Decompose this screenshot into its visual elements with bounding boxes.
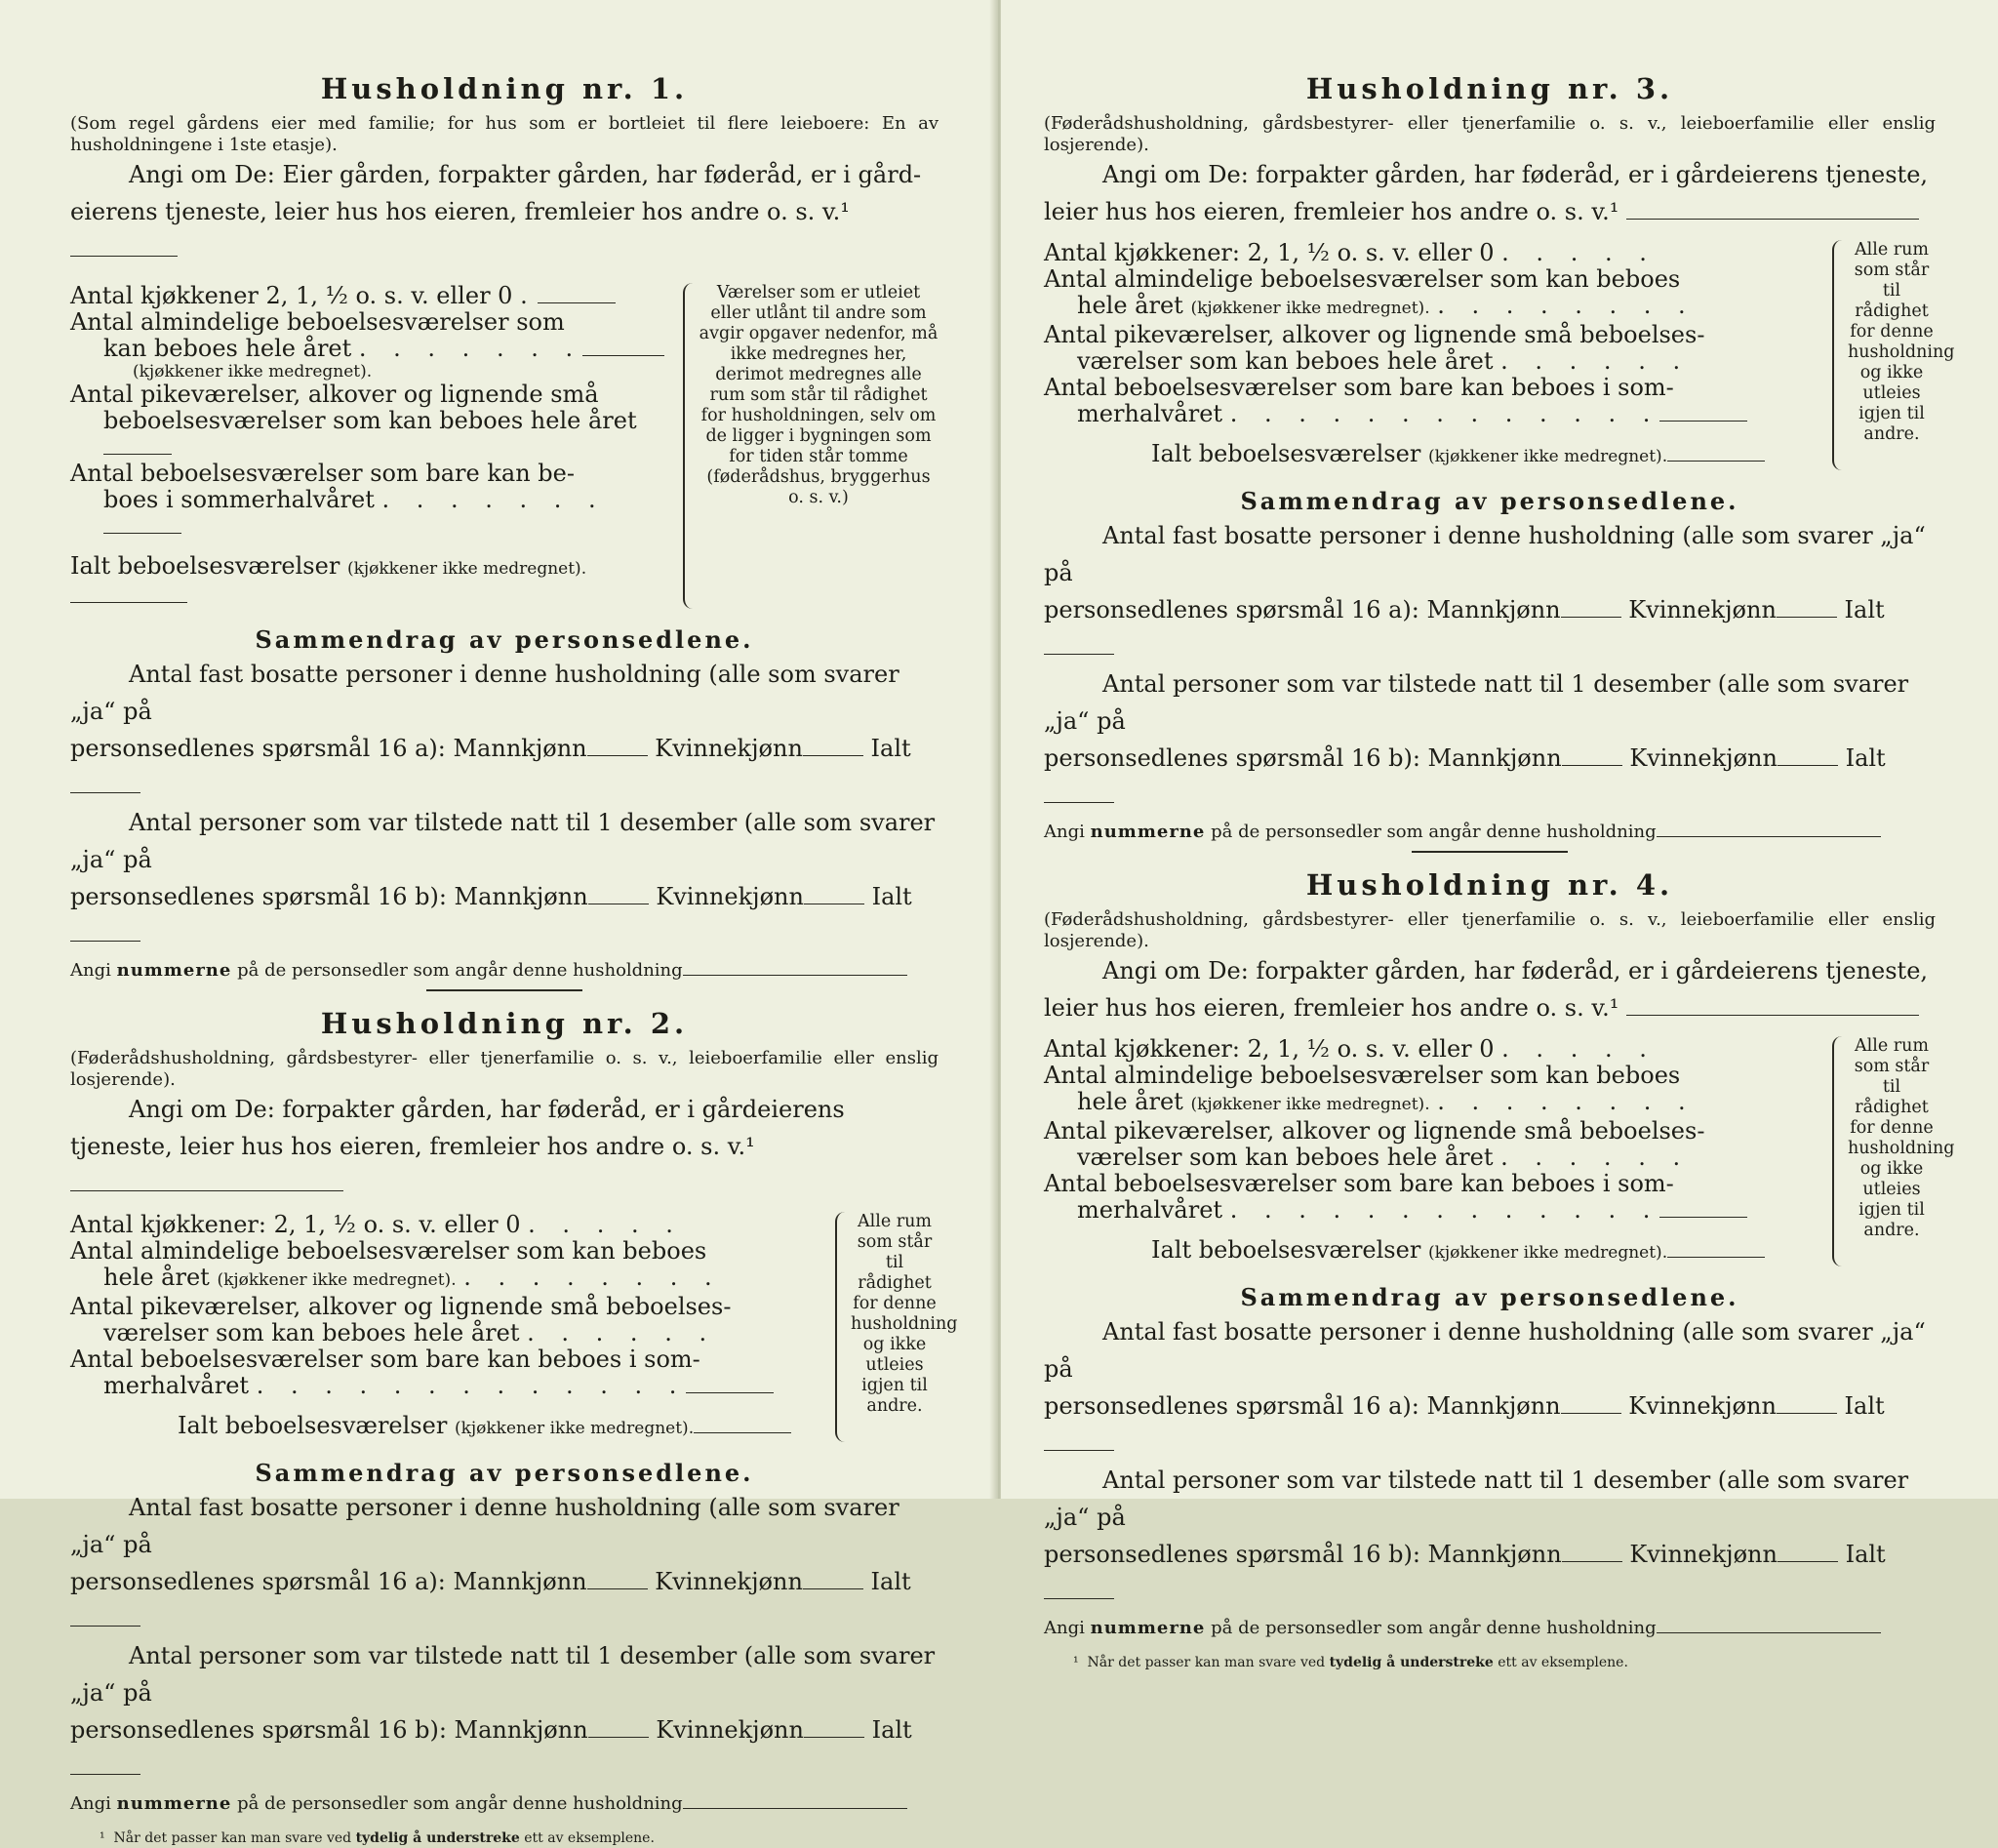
room-count-lines: Antal kjøkkener: 2, 1, ½ o. s. v. eller 0 . . . . . Antal almindelige beboelsesværelser som kan beboes hele året (kjøkkener ikke medregnet). . . . . . . . . Antal pikeværelser, alkover og lignende små beboelses- værelser som kan beboes hele året . . . . . . Antal beboelsesværelser som bare kan beboes i som- merhalvåret . . . . . . . . . . . . . Ialt beboelsesværelser (kjøkkener ikke medregnet). (70, 1212, 818, 1442)
male-field[interactable] (588, 1717, 649, 1738)
kitchen-row: Antal kjøkkener: 2, 1, ½ o. s. v. eller 0 . . . . . (70, 1211, 683, 1238)
female-field[interactable] (1778, 745, 1838, 766)
summer-rooms-field[interactable] (1659, 1197, 1747, 1218)
answer-line[interactable] (70, 1171, 343, 1191)
room-count-block (70, 1211, 958, 1442)
rooms-note: Alle rum som står til rådighet for denne husholdning og ikke utleies igjen til andre. (835, 1212, 939, 1442)
male-field[interactable] (588, 884, 649, 904)
household-title: Husholdning nr. 2. (320, 1007, 689, 1040)
female-field[interactable] (804, 884, 864, 904)
female-field[interactable] (804, 1717, 864, 1738)
household-title: Husholdning nr. 3. (1305, 72, 1674, 105)
section-divider (426, 989, 582, 991)
summary-title: Sammendrag av personsedlene. (1240, 1283, 1739, 1311)
total-rooms-row: Ialt beboelsesværelser (kjøkkener ikke medregnet). (70, 1413, 818, 1442)
ordinary-rooms-field[interactable] (582, 336, 664, 356)
total-rooms-row: Ialt beboelsesværelser (kjøkkener ikke medregnet). (1044, 1237, 1815, 1266)
female-field[interactable] (803, 1569, 863, 1589)
male-field[interactable] (587, 736, 648, 756)
person-numbers-field[interactable] (683, 961, 907, 976)
male-field[interactable] (1562, 1542, 1622, 1562)
person-numbers-field[interactable] (683, 1794, 907, 1809)
person-numbers-row: Angi nummerne på de personsedler som angår denne husholdning (70, 956, 939, 985)
left-page (0, 0, 997, 1846)
kitchen-row: Antal kjøkkener: 2, 1, ½ o. s. v. eller 0 . . . . . (1044, 239, 1657, 266)
present-persons-row: personsedlenes spørsmål 16 b): Mannkjønn Kvinnekjønn Ialt (1044, 740, 1936, 814)
household-1 (70, 70, 939, 985)
total-field[interactable] (1044, 783, 1114, 803)
maid-rooms-field[interactable] (103, 434, 172, 455)
kitchen-row: Antal kjøkkener 2, 1, ½ o. s. v. eller 0 . (70, 283, 665, 309)
total-field[interactable] (70, 1606, 140, 1627)
summary-section: Sammendrag av personsedlene. Antal fast bosatte personer i denne husholdning (alle som svarer „ja“ på personsedlenes spørsmål 16 a): Mannkjønn Kvinnekjønn Ialt Antal personer som var tilstede natt til 1 desember (alle som svarer „ja“ på personsedlenes spørsmål 16 b): Mannkjønn Kvinnekjønn Ialt Angi nummerne på de personsedler som angår denne husholdning (70, 1458, 939, 1819)
summary-section: Sammendrag av personsedlene. Antal fast bosatte personer i denne husholdning (alle som svarer „ja“ på personsedlenes spørsmål 16 a): Mannkjønn Kvinnekjønn Ialt Antal personer som var tilstede natt til 1 desember (alle som svarer „ja“ på personsedlenes spørsmål 16 b): Mannkjønn Kvinnekjønn Ialt Angi nummerne på de personsedler som angår denne husholdning (70, 624, 939, 985)
total-field[interactable] (70, 1754, 140, 1775)
male-field[interactable] (1562, 745, 1622, 766)
answer-line[interactable] (1626, 199, 1919, 220)
ordinary-rooms-row: Antal almindelige beboelsesværelser som kan beboes (70, 1237, 707, 1265)
person-numbers-field[interactable] (1657, 1619, 1881, 1633)
permanent-residents-row: personsedlenes spørsmål 16 a): Mannkjønn Kvinnekjønn Ialt (1044, 591, 1936, 665)
household-description: (Føderådshusholdning, gårdsbestyrer- eller tjenerfamilie o. s. v., leieboerfamilie eller enslig losjerende). (70, 1048, 939, 1090)
room-count-block (1044, 1035, 1955, 1266)
male-field[interactable] (587, 1569, 648, 1589)
summary-section: Sammendrag av personsedlene. Antal fast bosatte personer i denne husholdning (alle som svarer „ja“ på personsedlenes spørsmål 16 a): Mannkjønn Kvinnekjønn Ialt Antal personer som var tilstede natt til 1 desember (alle som svarer „ja“ på personsedlenes spørsmål 16 b): Mannkjønn Kvinnekjønn Ialt Angi nummerne på de personsedler som angår denne husholdning (1044, 486, 1936, 847)
summer-rooms-row: Antal beboelsesværelser som bare kan beboes i som- (70, 1346, 700, 1373)
rooms-note: Værelser som er utleiet eller utlånt til andre som avgir opgaver nedenfor, må ikke medregnes her, derimot medregnes alle rum som står til rådighet for husholdningen, selv om de ligger i bygningen som for tiden står tomme (føderådshus, bryggerhus o. s. v.) (683, 283, 939, 609)
occupancy-question: Angi om De: forpakter gården, har føderåd, er i gårdeierens tjeneste, leier hus hos eieren, fremleier hos andre o. s. v.¹ (1044, 957, 1929, 1022)
room-count-block (1044, 239, 1955, 470)
female-field[interactable] (1777, 1393, 1837, 1414)
footnote: ¹ Når det passer kan man svare ved tydelig å understreke ett av eksemplene. (1073, 1655, 1628, 1670)
section-divider (1412, 851, 1568, 853)
female-field[interactable] (803, 736, 863, 756)
summary-title: Sammendrag av personsedlene. (255, 625, 754, 654)
household-description: (Føderådshusholdning, gårdsbestyrer- eller tjenerfamilie o. s. v., leieboerfamilie eller enslig losjerende). (1044, 909, 1936, 951)
person-numbers-row: Angi nummerne på de personsedler som angår denne husholdning (1044, 818, 1936, 847)
male-field[interactable] (1561, 597, 1621, 618)
male-field[interactable] (1561, 1393, 1621, 1414)
total-rooms-row: Ialt beboelsesværelser (kjøkkener ikke medregnet). (1044, 441, 1815, 470)
maid-rooms-row: Antal pikeværelser, alkover og lignende små beboelses- (1044, 321, 1705, 348)
total-field[interactable] (70, 773, 140, 793)
summer-rooms-field[interactable] (686, 1373, 774, 1393)
present-persons-row: personsedlenes spørsmål 16 b): Mannkjønn Kvinnekjønn Ialt (70, 1711, 939, 1786)
summer-rooms-row: Antal beboelsesværelser som bare kan beboes i som- (1044, 374, 1674, 401)
maid-rooms-row: Antal pikeværelser, alkover og lignende små beboelses- (70, 1293, 732, 1320)
female-field[interactable] (1778, 1542, 1838, 1562)
total-field[interactable] (70, 921, 140, 942)
person-numbers-row: Angi nummerne på de personsedler som angår denne husholdning (1044, 1614, 1936, 1643)
summary-title: Sammendrag av personsedlene. (255, 1459, 754, 1487)
occupancy-question: Angi om De: forpakter gården, har føderåd, er i gårdeierens tjeneste, leier hus hos eieren, fremleier hos andre o. s. v.¹ (70, 1091, 939, 1202)
room-count-lines: Antal kjøkkener 2, 1, ½ o. s. v. eller 0 . Antal almindelige beboelsesværelser som kan beboes hele året . . . . . . . (kjøkkener ikke medregnet). Antal pikeværelser, alkover og lignende små beboelsesværelser som kan beboes hele året Antal beboelsesværelser som bare kan be- boes i sommerhalvåret . . . . . . . Ialt beboelsesværelser (kjøkkener ikke medregnet). (70, 283, 665, 609)
total-rooms-row: Ialt beboelsesværelser (kjøkkener ikke medregnet). (70, 553, 665, 609)
rooms-note: Alle rum som står til rådighet for denne husholdning og ikke utleies igjen til andre. (1832, 1036, 1936, 1266)
summer-rooms-field[interactable] (103, 513, 181, 534)
total-rooms-field[interactable] (1667, 441, 1765, 462)
right-page (1001, 0, 1998, 1670)
summer-rooms-field[interactable] (1659, 401, 1747, 422)
room-count-lines: Antal kjøkkener: 2, 1, ½ o. s. v. eller 0 . . . . . Antal almindelige beboelsesværelser som kan beboes hele året (kjøkkener ikke medregnet). . . . . . . . . Antal pikeværelser, alkover og lignende små beboelses- værelser som kan beboes hele året . . . . . . Antal beboelsesværelser som bare kan beboes i som- merhalvåret . . . . . . . . . . . . . Ialt beboelsesværelser (kjøkkener ikke medregnet). (1044, 240, 1815, 470)
permanent-residents-row: personsedlenes spørsmål 16 a): Mannkjønn Kvinnekjønn Ialt (70, 730, 939, 804)
total-field[interactable] (1044, 1430, 1114, 1451)
person-numbers-row: Angi nummerne på de personsedler som angår denne husholdning (70, 1789, 939, 1819)
total-field[interactable] (1044, 1579, 1114, 1599)
maid-rooms-row: Antal pikeværelser, alkover og lignende små beboelses- (1044, 1117, 1705, 1145)
household-2 (70, 1005, 958, 1848)
footnote: ¹ Når det passer kan man svare ved tydelig å understreke ett av eksemplene. (100, 1830, 655, 1846)
ordinary-rooms-row: Antal almindelige beboelsesværelser som kan beboes (1044, 1062, 1681, 1089)
answer-line[interactable] (1626, 995, 1919, 1016)
total-field[interactable] (1044, 634, 1114, 655)
occupancy-question: Angi om De: forpakter gården, har føderåd, er i gårdeierens tjeneste, leier hus hos eieren, fremleier hos andre o. s. v.¹ (1044, 161, 1929, 225)
room-count-block (70, 283, 939, 609)
kitchen-field[interactable] (538, 283, 616, 303)
total-rooms-field[interactable] (694, 1413, 791, 1433)
permanent-residents-row: personsedlenes spørsmål 16 a): Mannkjønn Kvinnekjønn Ialt (1044, 1387, 1936, 1462)
rooms-note: Alle rum som står til rådighet for denne husholdning og ikke utleies igjen til andre. (1832, 240, 1936, 470)
household-title: Husholdning nr. 1. (320, 72, 689, 105)
female-field[interactable] (1777, 597, 1837, 618)
household-description: (Føderådshusholdning, gårdsbestyrer- eller tjenerfamilie o. s. v., leieboerfamilie eller enslig losjerende). (1044, 113, 1936, 155)
answer-line[interactable] (70, 236, 178, 257)
summary-section: Sammendrag av personsedlene. Antal fast bosatte personer i denne husholdning (alle som svarer „ja“ på personsedlenes spørsmål 16 a): Mannkjønn Kvinnekjønn Ialt Antal personer som var tilstede natt til 1 desember (alle som svarer „ja“ på personsedlenes spørsmål 16 b): Mannkjønn Kvinnekjønn Ialt Angi nummerne på de personsedler som angår denne husholdning (1044, 1282, 1936, 1643)
household-4 (1044, 866, 1955, 1672)
present-persons-row: personsedlenes spørsmål 16 b): Mannkjønn Kvinnekjønn Ialt (1044, 1536, 1936, 1610)
summer-rooms-row: Antal beboelsesværelser som bare kan be- (70, 460, 575, 487)
summer-rooms-row: Antal beboelsesværelser som bare kan beboes i som- (1044, 1170, 1674, 1197)
person-numbers-field[interactable] (1657, 823, 1881, 837)
household-3 (1044, 70, 1955, 847)
ordinary-rooms-row: Antal almindelige beboelsesværelser som kan beboes (1044, 265, 1681, 293)
total-rooms-field[interactable] (70, 583, 187, 603)
total-rooms-field[interactable] (1667, 1237, 1765, 1258)
permanent-residents-row: personsedlenes spørsmål 16 a): Mannkjønn Kvinnekjønn Ialt (70, 1563, 939, 1637)
occupancy-question: Angi om De: Eier gården, forpakter gården, har føderåd, er i gård-eierens tjeneste, leier hus hos eieren, fremleier hos andre o. s. v.¹ (70, 156, 939, 267)
household-title: Husholdning nr. 4. (1305, 868, 1674, 902)
maid-rooms-row: Antal pikeværelser, alkover og lignende små (70, 381, 599, 408)
kitchen-row: Antal kjøkkener: 2, 1, ½ o. s. v. eller 0 . . . . . (1044, 1035, 1657, 1063)
room-count-lines: Antal kjøkkener: 2, 1, ½ o. s. v. eller 0 . . . . . Antal almindelige beboelsesværelser som kan beboes hele året (kjøkkener ikke medregnet). . . . . . . . . Antal pikeværelser, alkover og lignende små beboelses- værelser som kan beboes hele året . . . . . . Antal beboelsesværelser som bare kan beboes i som- merhalvåret . . . . . . . . . . . . . Ialt beboelsesværelser (kjøkkener ikke medregnet). (1044, 1036, 1815, 1266)
household-description: (Som regel gårdens eier med familie; for hus som er bortleiet til flere leieboere: En av husholdningene i 1ste etasje). (70, 113, 939, 155)
summary-title: Sammendrag av personsedlene. (1240, 487, 1739, 515)
present-persons-row: personsedlenes spørsmål 16 b): Mannkjønn Kvinnekjønn Ialt (70, 878, 939, 952)
ordinary-rooms-row: Antal almindelige beboelsesværelser som (70, 308, 565, 336)
